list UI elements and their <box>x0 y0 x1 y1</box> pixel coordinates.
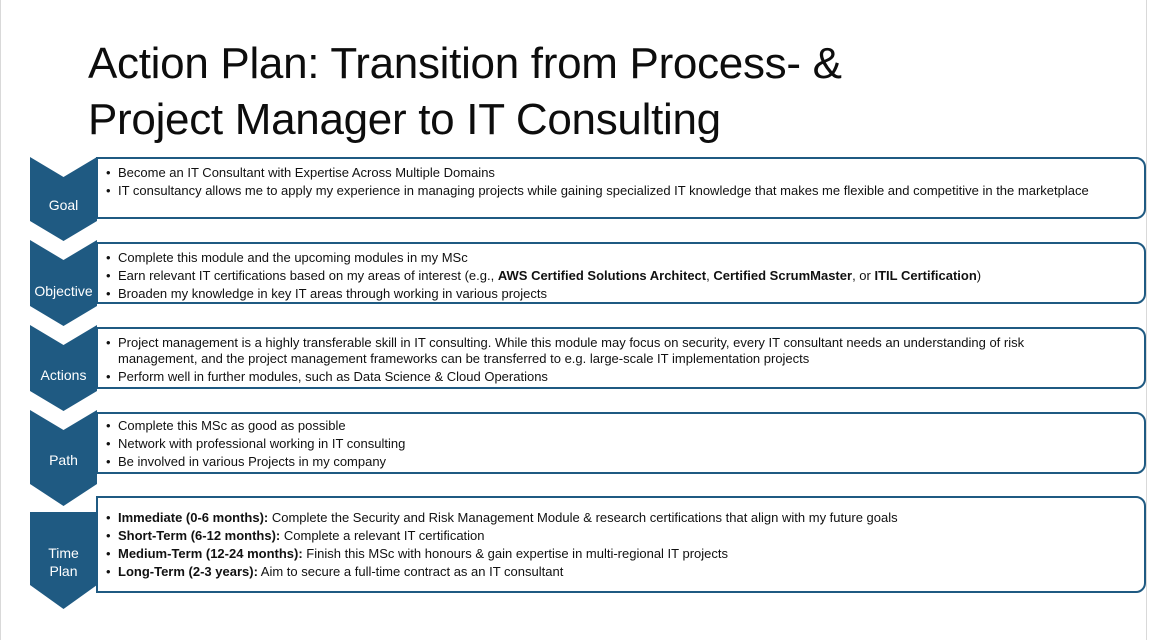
timeplan-text-2: Complete a relevant IT certification <box>280 528 485 543</box>
timeplan-bullet-1 <box>118 510 1104 526</box>
objective-bullet-2-sep2: , or <box>852 268 875 283</box>
goal-bullet-1: • Become an IT Consultant with Expertise Across Multiple Domains <box>118 165 1104 181</box>
timeplan-bullet-3 <box>118 546 1104 562</box>
actions-bullet-2: • Perform well in further modules, such as Data Science & Cloud Operations <box>118 369 1104 385</box>
objective-bullet-1: • Complete this module and the upcoming modules in my MSc <box>118 250 1104 266</box>
path-bullet-1: • Complete this MSc as good as possible <box>118 418 1104 434</box>
actions-label: Actions <box>40 367 87 383</box>
timeplan-text-4: Aim to secure a full-time contract as an IT consultant <box>257 564 564 579</box>
objective-bullet-3: • Broaden my knowledge in key IT areas through working in various projects <box>118 286 1104 302</box>
objective-label: Objective <box>34 283 93 299</box>
slide-title <box>88 36 1088 148</box>
timeplan-term-4: Long-Term (2-3 years): <box>118 564 258 579</box>
cert-scrum: Certified ScrumMaster <box>713 268 853 283</box>
timeplan-term-1: Immediate (0-6 months): <box>118 510 269 525</box>
path-bullet-2: • Network with professional working in IT consulting <box>118 436 1104 452</box>
goal-box <box>96 157 1146 219</box>
timeplan-label-line-1: Time <box>48 545 79 561</box>
objective-box <box>96 242 1146 304</box>
timeplan-text-1: Complete the Security and Risk Management Module & research certifications that align with my future goals <box>268 510 898 525</box>
timeplan-text-3: Finish this MSc with honours & gain expertise in multi-regional IT projects <box>302 546 729 561</box>
timeplan-bullet-2 <box>118 528 1104 544</box>
actions-box <box>96 327 1146 389</box>
objective-bullet-2-post: ) <box>976 268 982 283</box>
objective-bullet-2 <box>118 268 1104 284</box>
cert-itil: ITIL Certification <box>874 268 977 283</box>
timeplan-box <box>96 496 1146 593</box>
goal-bullet-2: • IT consultancy allows me to apply my experience in managing projects while gaining specialized IT knowledge that makes me flexible and competitive in the marketplace <box>118 183 1104 199</box>
path-label: Path <box>49 452 78 468</box>
title-line-2: Project Manager to IT Consulting <box>88 95 721 144</box>
title-line-1: Action Plan: Transition from Process- & <box>88 39 842 88</box>
timeplan-bullet-4 <box>118 564 1104 580</box>
path-bullet-3: • Be involved in various Projects in my company <box>118 454 1104 470</box>
objective-bullet-2-pre: Earn relevant IT certifications based on my areas of interest (e.g., <box>118 268 498 283</box>
goal-label: Goal <box>48 197 79 213</box>
timeplan-label <box>30 544 97 580</box>
actions-bullet-1: • Project management is a highly transferable skill in IT consulting. While this module may focus on security, every IT consultant needs an understanding of risk management, and the project management frameworks can be transferred to e.g. large-scale IT implementation projects <box>118 335 1104 367</box>
path-box <box>96 412 1146 474</box>
cert-aws: AWS Certified Solutions Architect <box>497 268 707 283</box>
timeplan-label-line-2: Plan <box>49 563 78 579</box>
timeplan-term-3: Medium-Term (12-24 months): <box>118 546 303 561</box>
objective-bullet-2-sep1: , <box>706 268 714 283</box>
timeplan-term-2: Short-Term (6-12 months): <box>118 528 281 543</box>
